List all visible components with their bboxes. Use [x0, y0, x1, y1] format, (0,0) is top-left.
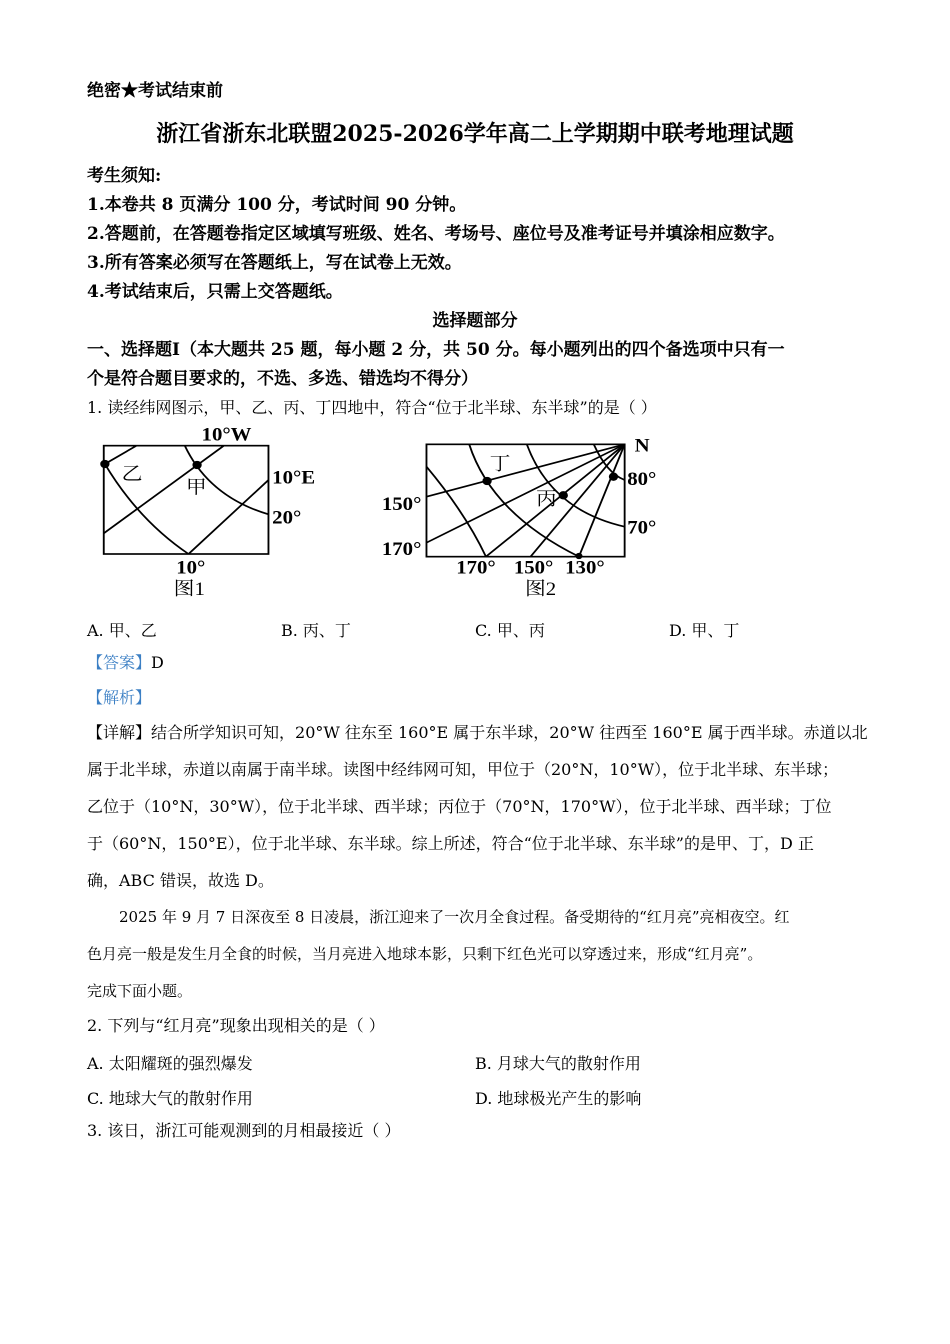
fig2-label: 丁 — [489, 453, 511, 475]
section-instructions: 个是符合题目要求的，不选、多选、错选均不得分） — [87, 369, 478, 389]
detail-text: 结合所学知识可知，20°W 往东至 160°E 属于东半球，20°W 往西至 160°E 属于西半球。赤道以北 — [151, 723, 868, 742]
notice-heading: 考生须知: — [87, 166, 162, 186]
point-bing — [560, 492, 567, 499]
passage-text: 2025 年 9 月 7 日深夜至 8 日凌晨，浙江迎来了一次月全食过程。备受期待的“红月亮”亮相夜空。红 — [119, 908, 790, 926]
fig2-label: 70° — [627, 517, 657, 539]
fig2-label: 170° — [381, 538, 422, 560]
fig1-label: 10°W — [201, 424, 252, 446]
figure-1-graticule — [101, 446, 268, 554]
figure-1-caption: 图1 — [173, 578, 205, 600]
fig2-label: 150° — [513, 557, 554, 579]
q2-option-b: B. 月球大气的散射作用 — [475, 1054, 641, 1073]
answer-value: D — [151, 653, 164, 672]
q2-option-c: C. 地球大气的散射作用 — [87, 1089, 253, 1108]
answer-tag: 【答案】 — [87, 653, 152, 672]
q1-option-d: D. 甲、丁 — [669, 621, 740, 640]
q1-option-c: C. 甲、丙 — [475, 621, 545, 640]
figure-2-graticule — [426, 444, 624, 558]
section-title: 选择题部分 — [432, 311, 518, 331]
figure-2-caption: 图2 — [525, 578, 557, 600]
section-instructions: 一、选择题Ⅰ（本大题共 25 题，每小题 2 分，共 50 分。每小题列出的四个备选项中只有一 — [87, 340, 785, 360]
q1-option-a: A. 甲、乙 — [87, 621, 157, 640]
detail-text: 属于北半球，赤道以南属于南半球。读图中经纬网可知，甲位于（20°N，10°W），位于北半球、东半球； — [87, 760, 839, 779]
point-jia — [193, 462, 200, 469]
q2-option-a: A. 太阳耀斑的强烈爆发 — [87, 1054, 253, 1073]
detail-text: 于（60°N，150°E），位于北半球、东半球。综上所述，符合“位于北半球、东半球”的是甲、丁，D 正 — [87, 834, 814, 853]
fig2-label: 170° — [456, 557, 496, 579]
secret-label: 绝密★考试结束前 — [87, 81, 223, 101]
page-title: 浙江省浙东北联盟2025-2026学年高二上学期期中联考地理试题 — [156, 121, 794, 147]
q1-option-b: B. 丙、丁 — [281, 621, 351, 640]
passage-text: 色月亮一般是发生月全食的时候，当月亮进入地球本影，只剩下红色光可以穿透过来，形成“红月亮”。 — [87, 945, 763, 963]
passage-text: 完成下面小题。 — [87, 982, 193, 1000]
point-yi — [101, 461, 108, 468]
question-1-stem: 1. 读经纬网图示，甲、乙、丙、丁四地中，符合“位于北半球、东半球”的是（ ） — [87, 398, 657, 417]
notice-item: 3.所有答案必须写在答题纸上，写在试卷上无效。 — [87, 253, 462, 273]
point-dot — [610, 473, 617, 480]
point-ding — [483, 478, 490, 485]
fig2-label: 150° — [381, 493, 422, 515]
fig2-label: 丙 — [536, 488, 557, 510]
fig1-label: 20° — [272, 507, 302, 529]
fig2-label: N — [634, 435, 650, 457]
fig1-label: 甲 — [185, 477, 207, 499]
detail-text: 确，ABC 错误，故选 D。 — [87, 871, 274, 890]
fig2-label: 130° — [565, 557, 605, 579]
analysis-tag: 【解析】 — [87, 688, 152, 707]
notice-item: 2.答题前，在答题卷指定区域填写班级、姓名、考场号、座位号及准考证号并填涂相应数字。 — [87, 224, 785, 244]
fig1-label: 乙 — [121, 463, 143, 485]
question-1-figures — [90, 420, 670, 610]
q2-option-d: D. 地球极光产生的影响 — [475, 1089, 642, 1108]
notice-item: 1.本卷共 8 页满分 100 分，考试时间 90 分钟。 — [87, 195, 467, 215]
notice-item: 4.考试结束后，只需上交答题纸。 — [87, 282, 343, 302]
fig2-label: 80° — [627, 468, 657, 490]
detail-text: 乙位于（10°N，30°W），位于北半球、西半球；丙位于（70°N，170°W），位于北半球、西半球；丁位 — [87, 797, 832, 816]
fig1-label: 10°E — [272, 467, 316, 489]
question-3-stem: 3. 该日，浙江可能观测到的月相最接近（ ） — [87, 1121, 401, 1140]
fig1-label: 10° — [176, 557, 206, 579]
detail-tag: 【详解】 — [87, 723, 152, 742]
question-2-stem: 2. 下列与“红月亮”现象出现相关的是（ ） — [87, 1016, 385, 1035]
